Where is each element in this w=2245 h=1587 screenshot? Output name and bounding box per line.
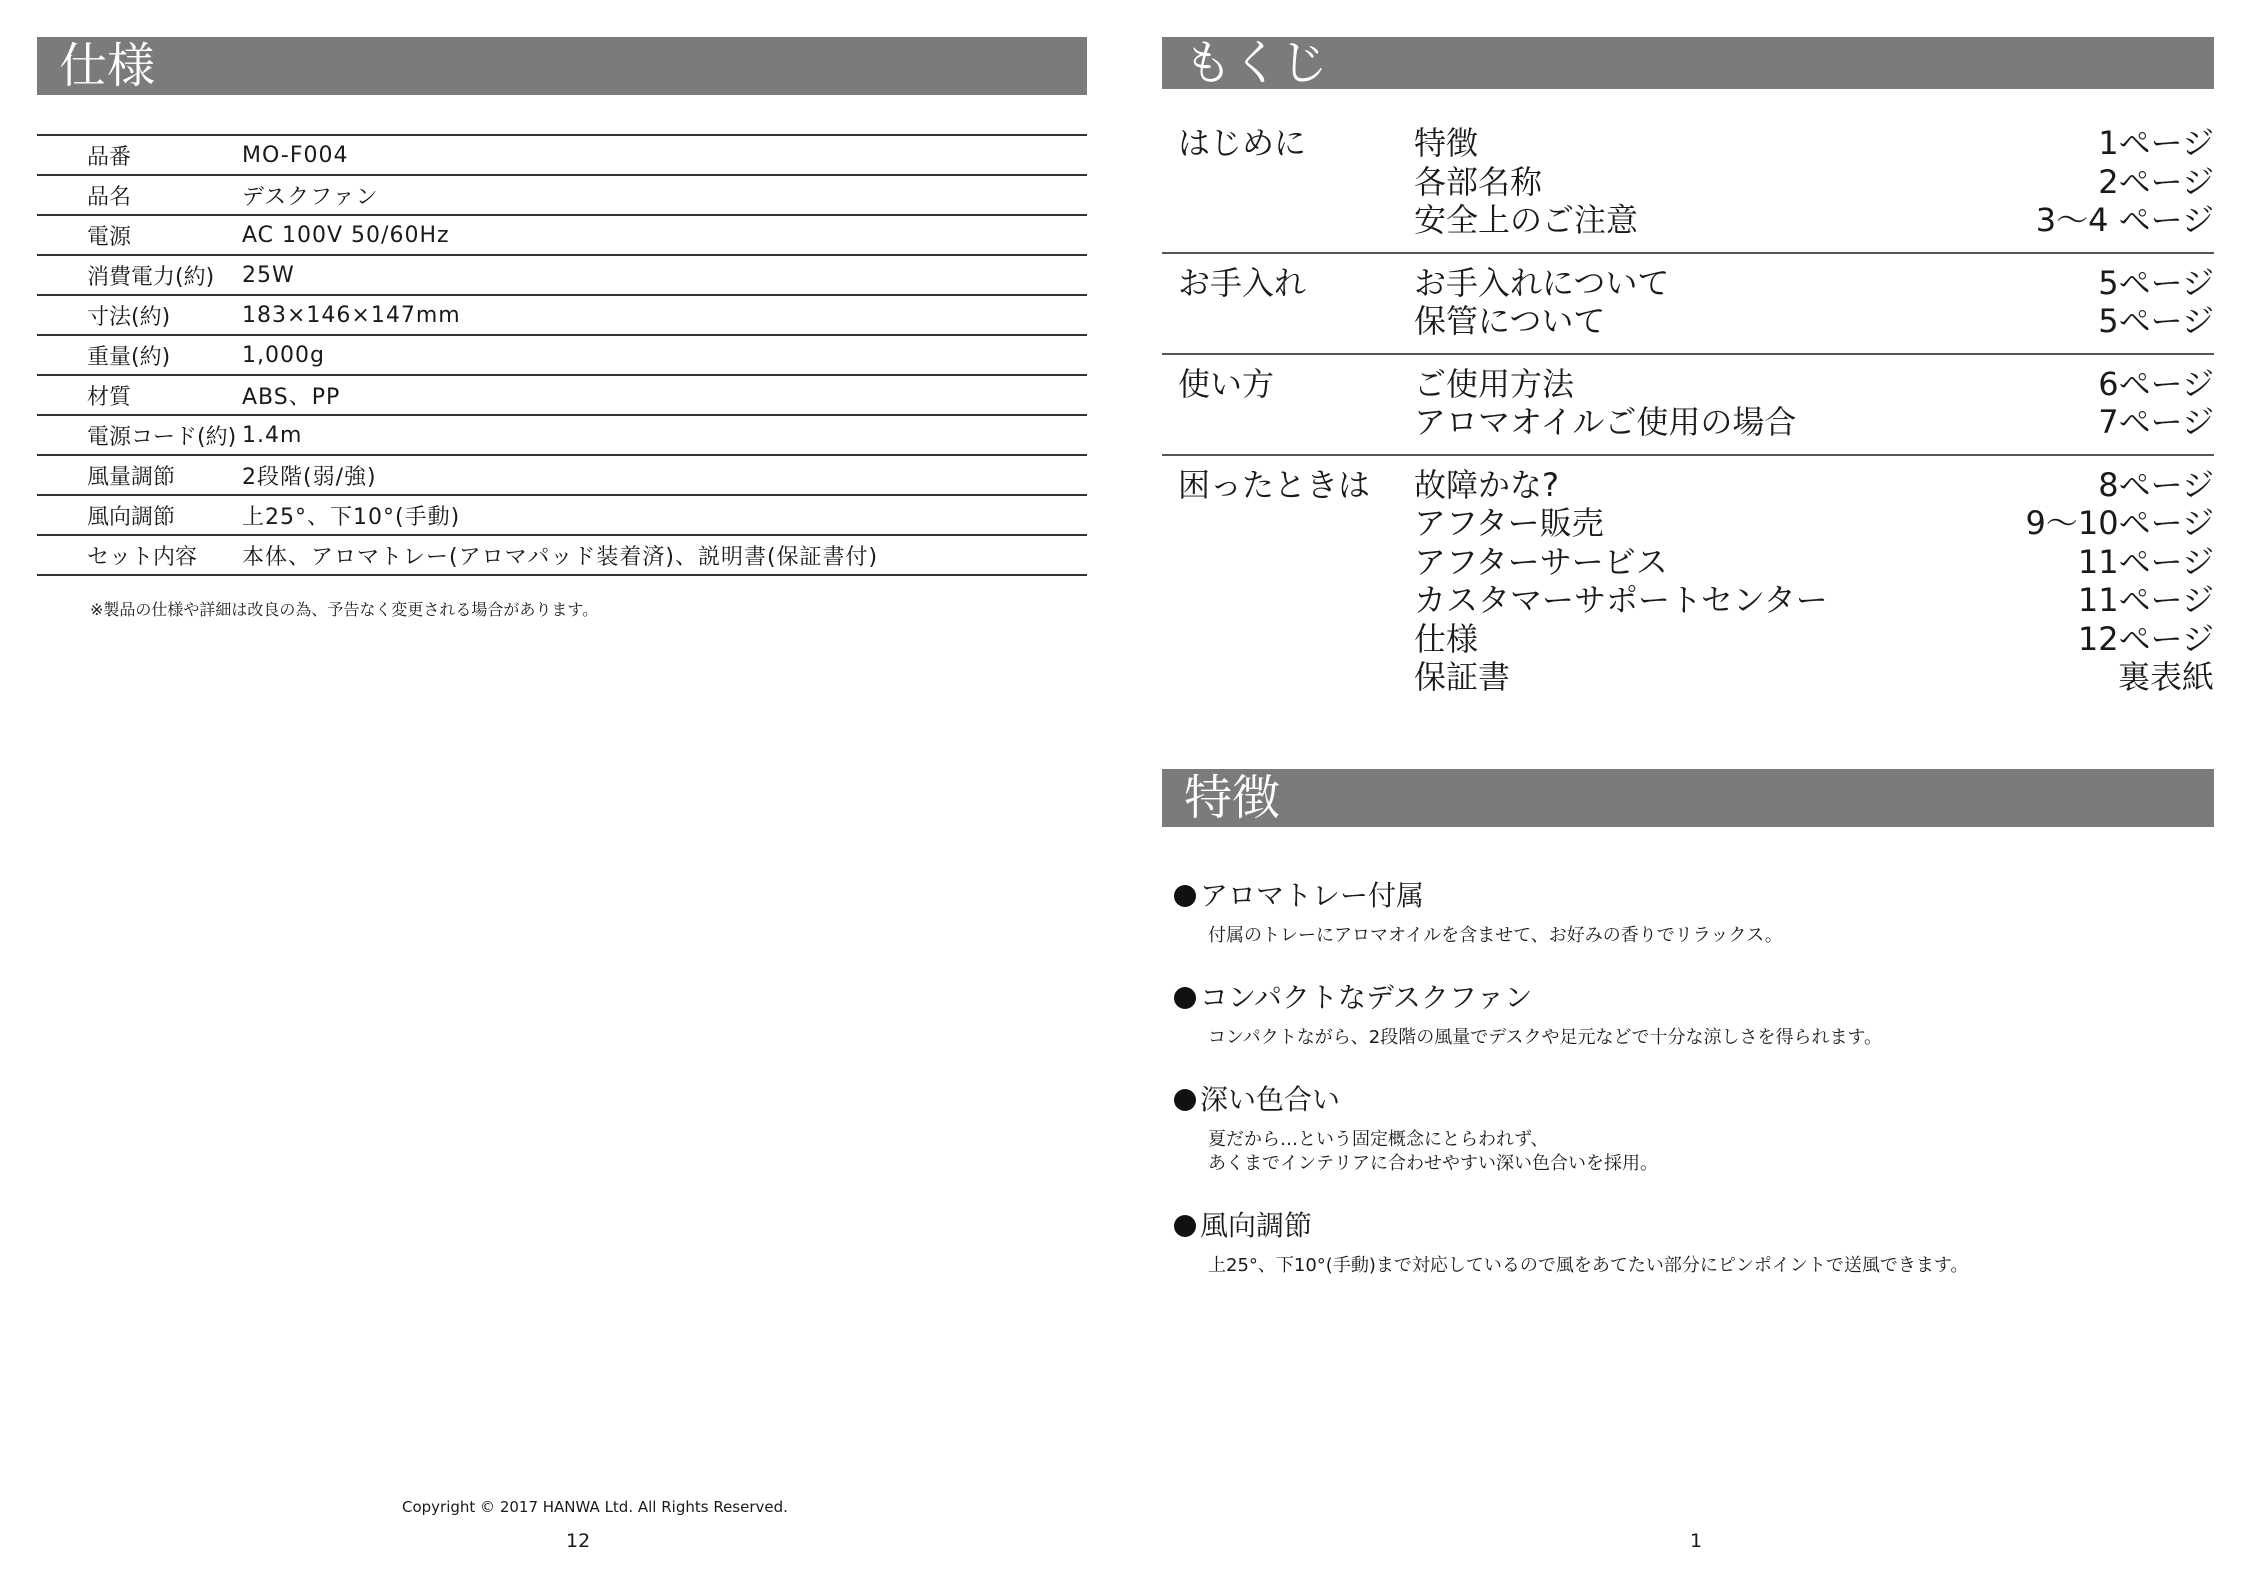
feature-item bbox=[1174, 1206, 2214, 1278]
toc-item[interactable] bbox=[1414, 124, 2214, 163]
spec-label: 消費電力(約) bbox=[87, 264, 215, 290]
page-number-right: 1 bbox=[1690, 1530, 1703, 1552]
toc-item-label: アロマオイルご使用の場合 bbox=[1414, 403, 1797, 441]
toc-item-page: 6ページ bbox=[2098, 364, 2214, 403]
spec-row bbox=[37, 216, 1087, 256]
toc-item[interactable] bbox=[1414, 620, 2214, 659]
toc-title: もくじ bbox=[1162, 37, 2214, 89]
toc-item-label: 安全上のご注意 bbox=[1414, 201, 1639, 239]
toc-item-label: 特徴 bbox=[1414, 124, 1479, 162]
spec-label: 寸法(約) bbox=[87, 304, 171, 330]
toc-section bbox=[1162, 254, 2214, 355]
right-page bbox=[1122, 0, 2245, 1587]
spec-value: 1,000g bbox=[242, 342, 325, 368]
toc-item-page: 5ページ bbox=[2098, 263, 2214, 302]
spec-row bbox=[37, 256, 1087, 296]
toc-item[interactable] bbox=[1414, 302, 2214, 341]
bullet-icon bbox=[1174, 885, 1196, 907]
bullet-icon bbox=[1174, 1089, 1196, 1111]
spec-label: 品名 bbox=[87, 184, 132, 210]
toc-item-page: 7ページ bbox=[2098, 403, 2214, 441]
spec-row bbox=[37, 456, 1087, 496]
feature-item bbox=[1174, 978, 2214, 1050]
spec-value: 上25°、下10°(手動) bbox=[242, 504, 461, 530]
spec-table bbox=[37, 134, 1087, 576]
spec-label: 風量調節 bbox=[87, 464, 176, 490]
toc-item[interactable] bbox=[1414, 543, 2214, 582]
toc-item[interactable] bbox=[1414, 403, 2214, 442]
toc-item[interactable] bbox=[1414, 581, 2214, 620]
feature-desc: 付属のトレーにアロマオイルを含ませて、お好みの香りでリラックス。 bbox=[1208, 925, 1783, 946]
toc-item-page: 8ページ bbox=[2098, 465, 2214, 504]
spec-label: 材質 bbox=[87, 384, 132, 410]
feature-title: アロマトレー付属 bbox=[1200, 879, 1425, 912]
feature-title: コンパクトなデスクファン bbox=[1200, 981, 1533, 1014]
toc-item-page: 2ページ bbox=[2098, 162, 2214, 201]
feature-desc: 夏だから…という固定概念にとらわれず、 bbox=[1208, 1129, 1549, 1150]
feature-item bbox=[1174, 1080, 2214, 1176]
spec-row bbox=[37, 176, 1087, 216]
toc-item-label: アフターサービス bbox=[1414, 542, 1668, 581]
spec-label: セット内容 bbox=[87, 544, 198, 570]
spec-row bbox=[37, 376, 1087, 416]
feature-title: 風向調節 bbox=[1200, 1209, 1313, 1242]
spec-value: 183×146×147mm bbox=[242, 302, 461, 328]
toc-item-page: 裏表紙 bbox=[2117, 658, 2214, 696]
spec-row bbox=[37, 136, 1087, 176]
feature-desc: あくまでインテリアに合わせやすい深い色合いを採用。 bbox=[1208, 1153, 1658, 1174]
toc-item-label: ご使用方法 bbox=[1414, 364, 1575, 403]
toc-section bbox=[1162, 114, 2214, 254]
toc-item[interactable] bbox=[1414, 466, 2214, 505]
spec-value: ABS、PP bbox=[242, 384, 341, 410]
spec-label: 重量(約) bbox=[87, 344, 171, 370]
toc-item-page: 11ページ bbox=[2077, 581, 2214, 619]
toc-item-label: アフター販売 bbox=[1414, 504, 1604, 542]
spec-value: デスクファン bbox=[242, 184, 379, 210]
page-number-left: 12 bbox=[566, 1530, 591, 1552]
spec-note: ※製品の仕様や詳細は改良の為、予告なく変更される場合があります。 bbox=[90, 600, 599, 619]
spec-row bbox=[37, 496, 1087, 536]
feature-desc: コンパクトながら、2段階の風量でデスクや足元などで十分な涼しさを得られます。 bbox=[1208, 1027, 1883, 1048]
features-list bbox=[1174, 876, 2214, 1308]
toc-item[interactable] bbox=[1414, 201, 2214, 240]
toc-section bbox=[1162, 456, 2214, 709]
toc-item-label: 故障かな? bbox=[1414, 465, 1559, 504]
table-of-contents bbox=[1162, 114, 2214, 709]
spec-value: AC 100V 50/60Hz bbox=[242, 222, 450, 248]
copyright: Copyright © 2017 HANWA Ltd. All Rights Reserved. bbox=[402, 1498, 788, 1516]
toc-item[interactable] bbox=[1414, 658, 2214, 697]
features-title: 特徴 bbox=[1162, 769, 2214, 827]
toc-item[interactable] bbox=[1414, 264, 2214, 303]
spec-value: 本体、アロマトレー(アロマパッド装着済)、説明書(保証書付) bbox=[242, 544, 879, 570]
bullet-icon bbox=[1174, 987, 1196, 1009]
toc-item[interactable] bbox=[1414, 365, 2214, 404]
toc-item-label: 保管について bbox=[1414, 302, 1606, 340]
feature-desc: 上25°、下10°(手動)まで対応しているので風をあてたい部分にピンポイントで送風できます。 bbox=[1208, 1255, 1969, 1276]
feature-item bbox=[1174, 876, 2214, 948]
bullet-icon bbox=[1174, 1215, 1196, 1237]
toc-category: お手入れ bbox=[1178, 263, 1307, 302]
toc-category: 使い方 bbox=[1178, 364, 1275, 403]
toc-item-page: 9～10ページ bbox=[2025, 504, 2214, 542]
toc-item[interactable] bbox=[1414, 504, 2214, 543]
toc-item-page: 12ページ bbox=[2077, 619, 2214, 658]
toc-item-label: 各部名称 bbox=[1414, 162, 1543, 201]
spec-label: 風向調節 bbox=[87, 504, 176, 530]
toc-item-page: 1ページ bbox=[2098, 124, 2214, 162]
left-page bbox=[0, 0, 1122, 1587]
toc-item-label: カスタマーサポートセンター bbox=[1414, 581, 1828, 619]
spec-title: 仕様 bbox=[37, 37, 1087, 95]
toc-item-page: 11ページ bbox=[2077, 542, 2214, 581]
toc-item-label: 保証書 bbox=[1414, 658, 1511, 696]
spec-value: 1.4m bbox=[242, 422, 303, 448]
feature-title: 深い色合い bbox=[1200, 1083, 1341, 1116]
spec-value: 25W bbox=[242, 262, 295, 288]
toc-item[interactable] bbox=[1414, 163, 2214, 202]
spec-row bbox=[37, 536, 1087, 576]
spec-label: 品番 bbox=[87, 144, 132, 170]
toc-section bbox=[1162, 355, 2214, 456]
spec-row bbox=[37, 416, 1087, 456]
spec-value: 2段階(弱/強) bbox=[242, 464, 377, 490]
spec-label: 電源コード(約) bbox=[87, 424, 237, 450]
spec-value: MO-F004 bbox=[242, 142, 349, 168]
spec-label: 電源 bbox=[87, 224, 132, 250]
spec-row bbox=[37, 336, 1087, 376]
spec-row bbox=[37, 296, 1087, 336]
toc-category: はじめに bbox=[1178, 124, 1307, 162]
toc-category: 困ったときは bbox=[1178, 465, 1371, 504]
toc-item-label: 仕様 bbox=[1414, 619, 1479, 658]
toc-item-page: 3～4 ページ bbox=[2035, 201, 2214, 239]
toc-item-label: お手入れについて bbox=[1414, 263, 1670, 302]
toc-item-page: 5ページ bbox=[2098, 302, 2214, 340]
